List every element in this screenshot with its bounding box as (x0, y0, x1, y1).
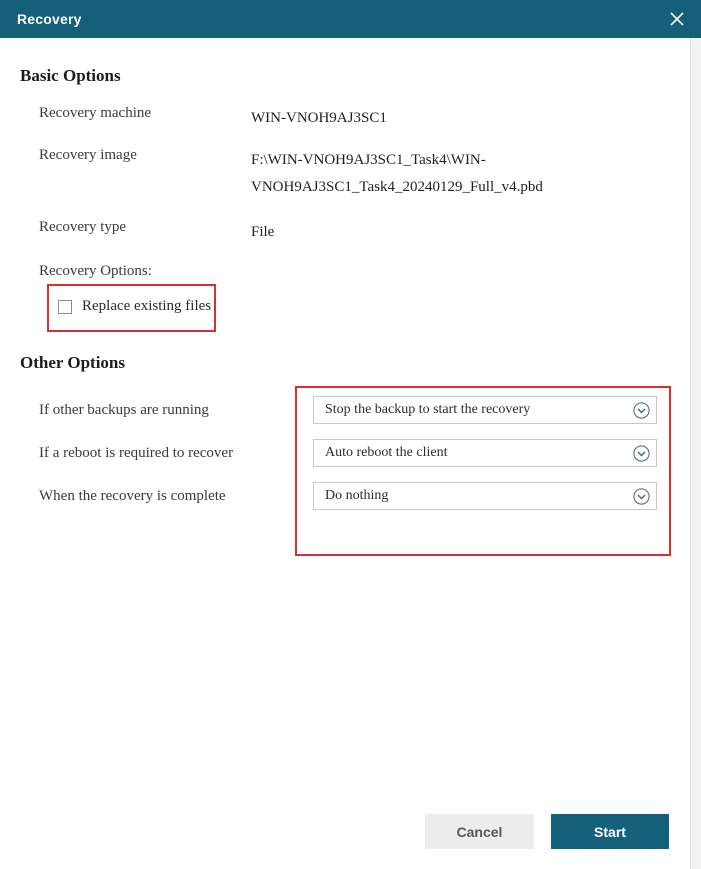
replace-existing-files-label: Replace existing files (82, 298, 212, 314)
reboot-required-selected-value: Auto reboot the client (325, 445, 448, 460)
reboot-required-label: If a reboot is required to recover (39, 445, 234, 461)
recovery-machine-value: WIN-VNOH9AJ3SC1 (251, 110, 387, 126)
recovery-complete-select[interactable] (313, 482, 657, 510)
other-backups-selected-value: Stop the backup to start the recovery (325, 402, 531, 417)
close-icon (669, 11, 685, 27)
recovery-options-label: Recovery Options: (39, 263, 152, 279)
title-bar (0, 0, 701, 38)
basic-options-heading: Basic Options (20, 66, 121, 85)
recovery-complete-label: When the recovery is complete (39, 488, 226, 504)
other-options-heading: Other Options (20, 353, 126, 372)
recovery-complete-selected-value: Do nothing (325, 488, 389, 503)
chevron-down-icon[interactable] (626, 488, 656, 505)
dialog-content (0, 38, 690, 869)
chevron-down-icon[interactable] (626, 445, 656, 462)
start-button[interactable]: Start (551, 814, 669, 849)
replace-existing-files-checkbox[interactable] (58, 298, 211, 315)
chevron-down-icon[interactable] (626, 402, 656, 419)
recovery-image-label: Recovery image (39, 147, 137, 163)
scrollbar-track[interactable] (690, 38, 701, 869)
other-backups-select[interactable] (313, 396, 657, 424)
recovery-type-label: Recovery type (39, 219, 127, 235)
recovery-image-value: F:\WIN-VNOH9AJ3SC1_Task4\WIN-VNOH9AJ3SC1_Task4_20240129_Full_v4.pbd (251, 152, 543, 195)
checkbox-icon[interactable] (58, 300, 72, 314)
reboot-required-select[interactable] (313, 439, 657, 467)
other-backups-label: If other backups are running (39, 402, 209, 418)
window-title: Recovery (17, 11, 82, 27)
cancel-button[interactable]: Cancel (425, 814, 534, 849)
recovery-type-value: File (251, 224, 275, 240)
close-button[interactable] (653, 0, 701, 38)
recovery-machine-label: Recovery machine (39, 105, 152, 121)
